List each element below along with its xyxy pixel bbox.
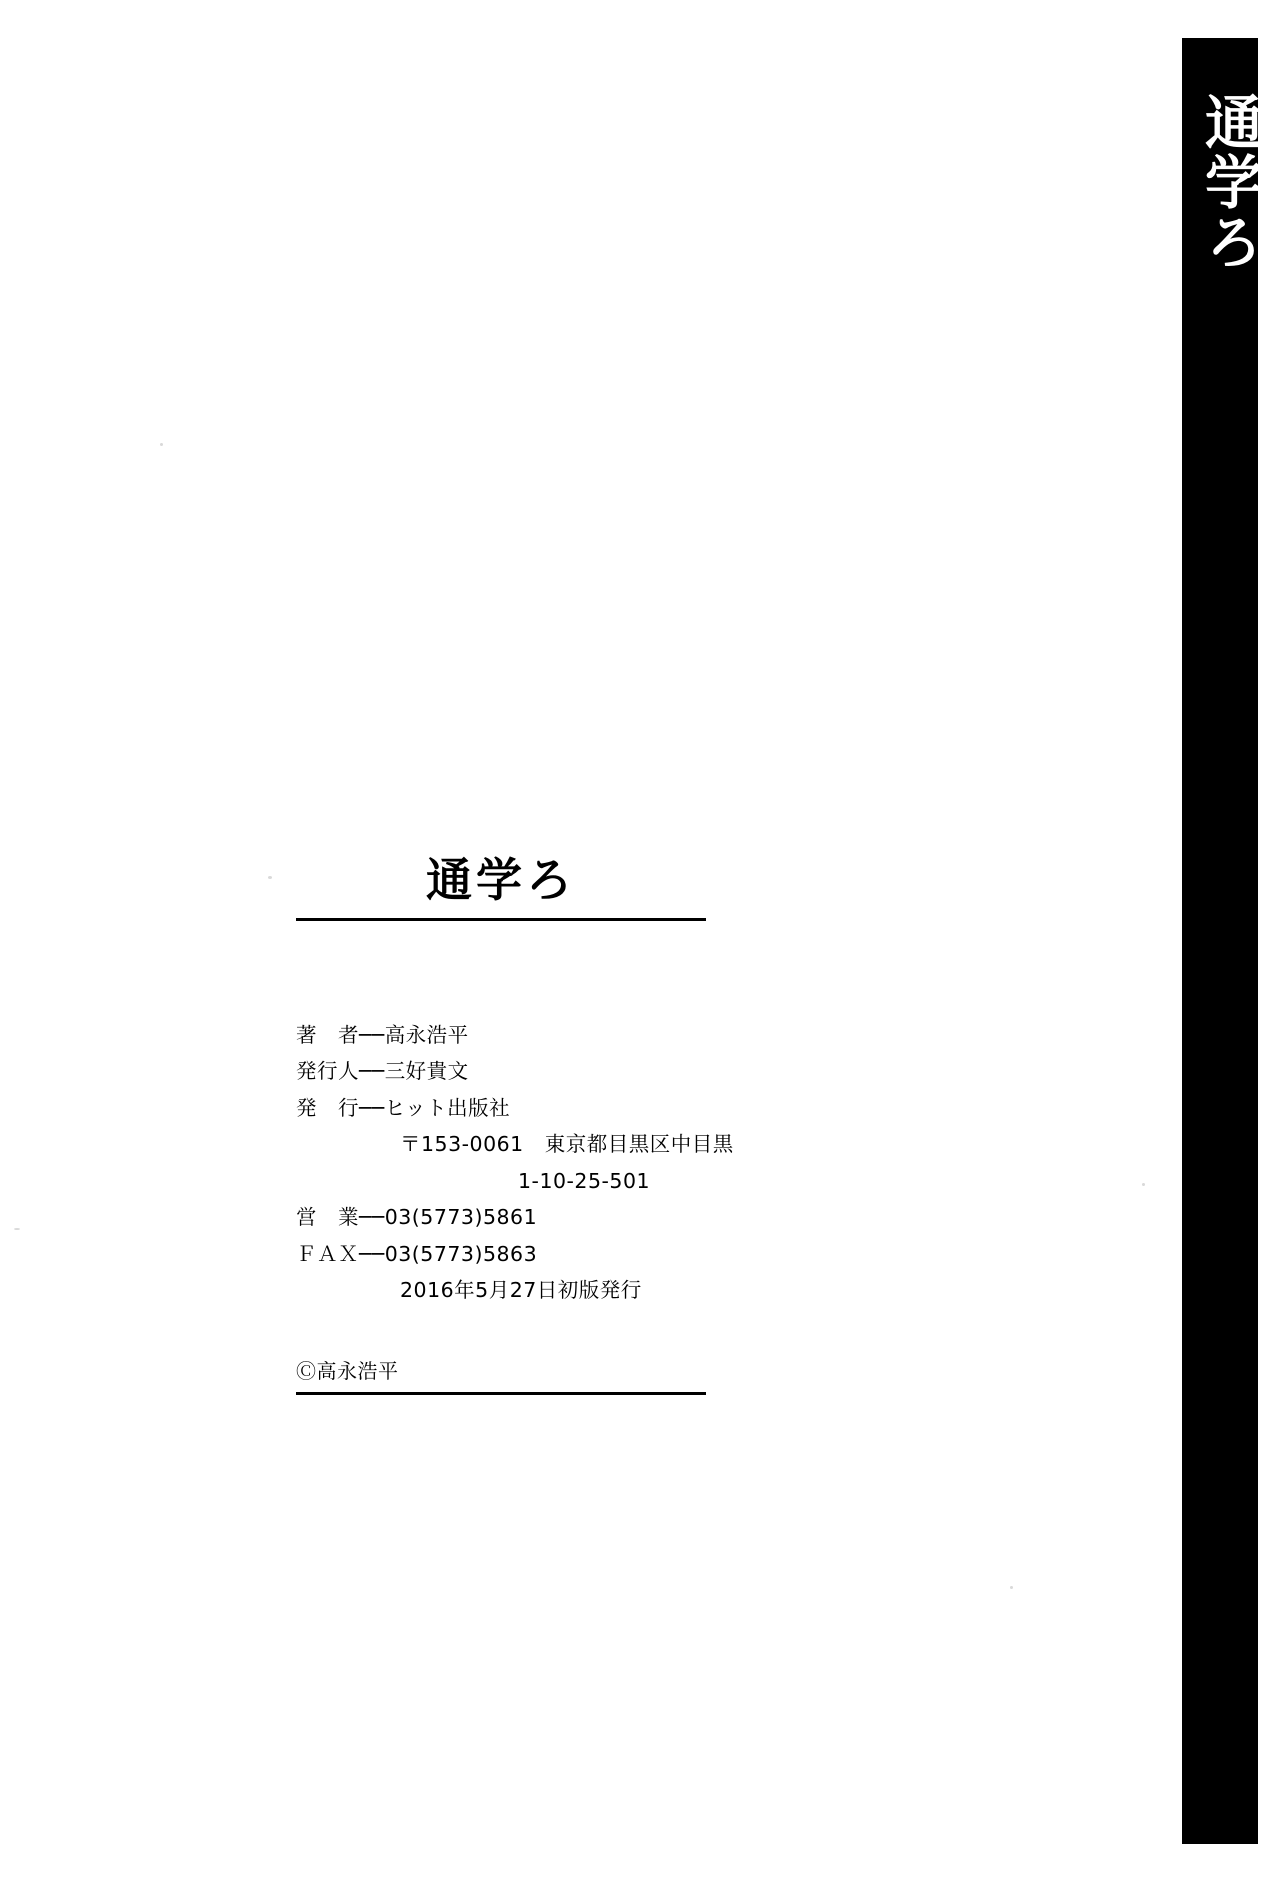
scan-speck (268, 876, 272, 879)
copyright-rule (296, 1392, 706, 1395)
title-rule (296, 918, 706, 921)
copyright-block (296, 1355, 706, 1395)
credit-row (296, 1199, 706, 1235)
credit-value: 03(5773)5861 (384, 1205, 538, 1230)
credit-value: 1-10-25-501 (518, 1168, 651, 1193)
spine-title: 通学ろ (1195, 92, 1263, 272)
colophon-block (296, 853, 734, 1308)
credit-dash: ── (359, 1022, 385, 1047)
page-title: 通学ろ (426, 853, 576, 907)
credit-value: 〒153-0061 東京都目黒区中目黒 (400, 1132, 734, 1157)
credits-list (296, 1017, 734, 1309)
copyright-text: Ⓒ高永浩平 (296, 1359, 399, 1383)
credit-value: ヒット出版社 (384, 1095, 511, 1120)
credit-row (296, 1163, 706, 1199)
credit-dash: ── (359, 1059, 385, 1084)
credit-label: 発 行 (296, 1095, 359, 1120)
scan-speck (1010, 1586, 1013, 1589)
credit-label: ＦＡＸ (296, 1241, 359, 1266)
credit-row (296, 1017, 706, 1053)
credit-row (296, 1053, 706, 1089)
credit-row (296, 1272, 706, 1308)
credit-label: 営 業 (296, 1205, 359, 1230)
scan-speck (1142, 1183, 1145, 1186)
scan-speck (160, 443, 163, 446)
credit-label: 発行人 (296, 1059, 359, 1084)
credit-row (296, 1126, 734, 1162)
credit-label: 著 者 (296, 1022, 359, 1047)
credit-dash: ── (359, 1205, 385, 1230)
credit-value: 三好貴文 (384, 1059, 469, 1084)
credit-value: 高永浩平 (384, 1022, 469, 1047)
credit-dash: ── (359, 1241, 385, 1266)
scan-speck (14, 1228, 20, 1230)
credit-row (296, 1236, 706, 1272)
credit-row (296, 1090, 706, 1126)
credit-value: 2016年5月27日初版発行 (400, 1277, 642, 1302)
credit-dash: ── (359, 1095, 385, 1120)
credit-value: 03(5773)5863 (384, 1241, 538, 1266)
